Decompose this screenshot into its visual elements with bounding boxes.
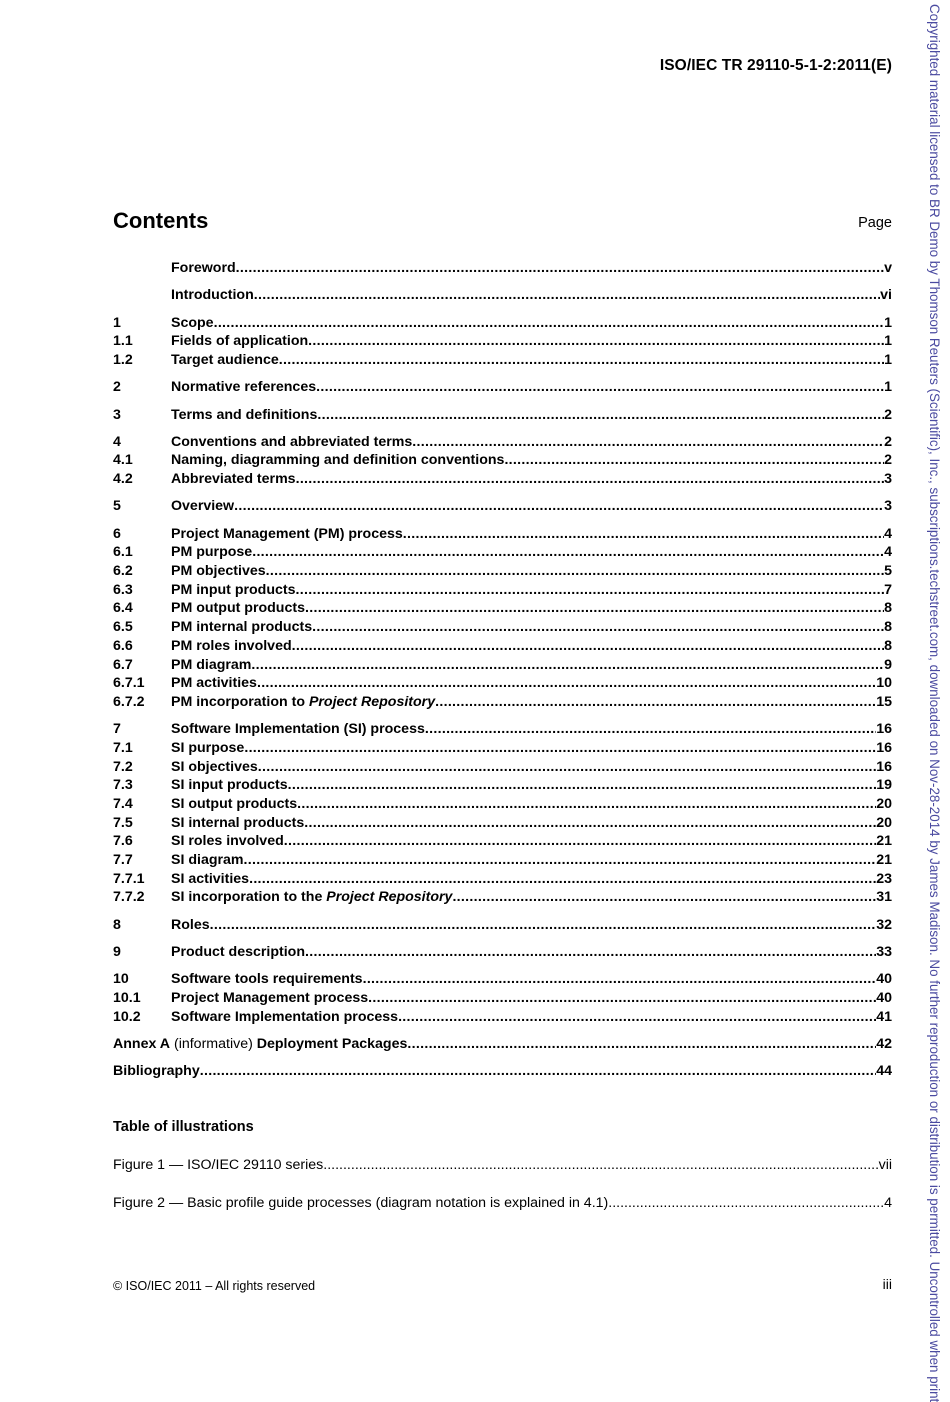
toc-entry-title <box>171 562 266 581</box>
contents-title: Contents <box>113 208 209 233</box>
leader-dots <box>296 470 885 489</box>
toc-entry-number: 2 <box>113 379 121 396</box>
toc-entry-title <box>171 739 244 758</box>
toc-entry-title-text: Roles <box>171 916 210 933</box>
toc-entry[interactable] <box>113 406 892 425</box>
toc-entry-title-text: Software tools requirements <box>171 971 363 988</box>
leader-dots <box>297 795 876 814</box>
toc-entry-page: 2 <box>884 452 892 469</box>
toc-entry-title <box>171 970 363 989</box>
toc-entry-title-text: Terms and definitions <box>171 406 318 423</box>
figure-title: Figure 1 — ISO/IEC 29110 series <box>113 1157 324 1173</box>
toc-entry-title <box>171 259 236 278</box>
leader-dots <box>249 870 876 889</box>
toc-entry[interactable] <box>113 433 892 452</box>
toc-entry-title-text: SI diagram <box>171 852 244 868</box>
toc-entry-title <box>171 525 403 544</box>
toc-entry-number: 6.3 <box>113 581 133 598</box>
toc-entry-page: 7 <box>884 581 892 598</box>
toc-entry-page: 8 <box>884 637 892 654</box>
figure-title: Figure 2 — Basic profile guide processes (diagram notation is explained in 4.1) <box>113 1195 609 1211</box>
toc-entry-title-text: PM purpose <box>171 544 253 561</box>
toc-entry[interactable] <box>113 693 892 712</box>
toc-entry-title <box>171 378 316 397</box>
toc-entry[interactable] <box>113 451 892 470</box>
toc-entry-number: 6.7.1 <box>113 675 145 692</box>
toc-entry-number: 1.2 <box>113 351 133 368</box>
toc-entry[interactable] <box>113 674 892 693</box>
toc-entry-title-text: PM diagram <box>171 656 252 673</box>
toc-entry-title-text: SI input products <box>171 777 288 794</box>
toc-entry-title-text: Introduction <box>171 287 254 304</box>
toc-entry-title-text: PM input products <box>171 581 296 598</box>
toc-entry-title <box>171 693 435 712</box>
leader-dots <box>234 497 884 516</box>
toc-entry[interactable] <box>113 351 892 370</box>
toc-entry-title <box>171 314 214 333</box>
toc-entry[interactable] <box>113 314 892 333</box>
leader-dots <box>412 433 884 452</box>
toc-entry-page: 10 <box>876 675 892 692</box>
toc-entry-title <box>171 814 304 833</box>
toc-entry-number: 10.1 <box>113 989 141 1006</box>
toc-entry-page: 3 <box>884 471 892 488</box>
toc-entry-title <box>171 795 297 814</box>
leader-dots <box>200 1062 877 1081</box>
leader-dots <box>244 851 877 870</box>
toc-entry-title <box>171 832 284 851</box>
leader-dots <box>363 970 877 989</box>
toc-entry[interactable] <box>113 637 892 656</box>
leader-dots <box>452 888 876 907</box>
toc-entry[interactable] <box>113 286 892 305</box>
leader-dots <box>425 720 876 739</box>
toc-entry-title <box>171 451 504 470</box>
toc-entry-title <box>171 656 251 675</box>
toc-entry-number: 6.7 <box>113 656 133 673</box>
leader-dots <box>236 259 884 278</box>
toc-entry-title-text: SI output products <box>171 795 298 812</box>
toc-entry[interactable] <box>113 970 892 989</box>
toc-entry-title-italic: Project Repository <box>308 693 436 710</box>
toc-entry-title-text: Fields of application <box>171 333 309 350</box>
toc-entry-number: 7.7.1 <box>113 870 145 887</box>
leader-dots <box>435 693 876 712</box>
toc-entry-title <box>171 851 244 870</box>
toc-entry-annex[interactable] <box>113 1035 892 1054</box>
toc-entry[interactable] <box>113 795 892 814</box>
leader-dots <box>403 525 884 544</box>
toc-entry-title-text: Product description <box>171 943 306 960</box>
toc-entry-page: 8 <box>884 619 892 636</box>
leader-dots <box>210 916 877 935</box>
toc-entry-title-text: PM activities <box>171 675 257 692</box>
toc-entry[interactable] <box>113 332 892 351</box>
toc-entry[interactable] <box>113 562 892 581</box>
toc-entry[interactable] <box>113 776 892 795</box>
toc-entry-page: 2 <box>884 433 892 450</box>
leader-dots <box>254 286 880 305</box>
toc-entry-number: 6.5 <box>113 619 133 636</box>
toc-entry-title-text: Naming, diagramming and definition conventions <box>171 452 505 469</box>
toc-entry-page: 16 <box>876 721 892 738</box>
leader-dots <box>214 314 885 333</box>
leader-dots <box>292 637 884 656</box>
toc-entry-title-text: Abbreviated terms <box>171 471 296 488</box>
leader-dots <box>244 739 876 758</box>
toc-entry-number: 6 <box>113 525 121 542</box>
toc-entry-title-text: Overview <box>171 498 235 515</box>
leader-dots <box>308 332 884 351</box>
leader-dots <box>258 758 876 777</box>
copyright-watermark: Copyrighted material licensed to BR Demo by Thomson Reuters (Scientific), Inc., subscriptions.techstreet.com, downloaded on Nov-28-2014 by James Madison. No further reproduction or distribution is permitted. Uncontrolled when print <box>927 4 942 1402</box>
leader-dots <box>257 674 876 693</box>
toc-entry[interactable] <box>113 832 892 851</box>
figure-entry[interactable] <box>113 1157 892 1173</box>
toc-entry-page: 16 <box>876 739 892 756</box>
toc-entry-title <box>171 618 312 637</box>
toc-entry-page: 20 <box>876 795 892 812</box>
leader-dots <box>398 1008 876 1027</box>
toc-entry-number: 4.1 <box>113 452 133 469</box>
copyright-footer: © ISO/IEC 2011 – All rights reserved <box>113 1279 316 1293</box>
toc-entry-page: 1 <box>884 379 892 396</box>
toc-entry[interactable] <box>113 720 892 739</box>
toc-entry-page: v <box>884 260 892 276</box>
toc-entry-title <box>171 989 368 1008</box>
toc-entry[interactable] <box>113 888 892 907</box>
toc-entry-title <box>171 433 412 452</box>
toc-entry-title <box>171 286 254 305</box>
toc-entry-number: 5 <box>113 498 121 515</box>
toc-entry-title-text: SI internal products <box>171 814 305 831</box>
toc-entry-page: 21 <box>876 852 892 868</box>
leader-dots <box>317 406 884 425</box>
toc-entry-number: 4 <box>113 433 121 450</box>
toc-entry-number: 7.2 <box>113 758 133 775</box>
toc-entry-number: 9 <box>113 943 121 960</box>
toc-entry-title <box>171 1008 398 1027</box>
toc-entry[interactable] <box>113 989 892 1008</box>
page-number: iii <box>882 1276 892 1292</box>
toc-entry-number: 7.4 <box>113 795 133 812</box>
toc-entry-title <box>171 720 425 739</box>
toc-entry-title-text: SI purpose <box>171 739 245 756</box>
leader-dots <box>305 599 884 618</box>
toc-entry-title-text: PM roles involved <box>171 637 292 654</box>
page-column-label: Page <box>858 215 892 231</box>
toc-entry-number: 1 <box>113 314 121 331</box>
toc-entry-title <box>171 406 317 425</box>
toc-entry-number: 4.2 <box>113 471 133 488</box>
toc-entry-title <box>171 888 452 907</box>
toc-entry-number: 6.7.2 <box>113 693 145 710</box>
toc-entry-page: 5 <box>884 563 892 580</box>
figure-page: 4 <box>884 1195 892 1211</box>
toc-entry-title <box>171 916 210 935</box>
toc-entry-title-text: PM internal products <box>171 619 313 636</box>
toc-entry[interactable] <box>113 599 892 618</box>
table-of-illustrations-heading: Table of illustrations <box>113 1119 254 1135</box>
toc-entry-page: 31 <box>876 889 892 906</box>
leader-dots <box>316 378 884 397</box>
toc-entry-title <box>171 758 258 777</box>
toc-entry[interactable] <box>113 814 892 833</box>
document-id-header: ISO/IEC TR 29110-5-1-2:2011(E) <box>659 57 892 74</box>
toc-entry-title <box>171 637 292 656</box>
toc-entry-page: 19 <box>876 777 892 794</box>
toc-entry-number: 10.2 <box>113 1008 141 1025</box>
toc-entry-title <box>171 470 296 489</box>
toc-entry-page: 1 <box>884 333 892 350</box>
toc-entry-title-text: Normative references <box>171 379 317 396</box>
toc-entry-number: 7 <box>113 721 121 738</box>
toc-entry[interactable] <box>113 525 892 544</box>
toc-entry-number: 1.1 <box>113 333 133 350</box>
toc-entry-page: 40 <box>876 971 892 988</box>
toc-entry-title-text: SI activities <box>171 870 250 887</box>
toc-entry[interactable] <box>113 470 892 489</box>
toc-entry-title <box>171 581 296 600</box>
annex-informative: (informative) <box>170 1035 257 1052</box>
toc-entry-page: 16 <box>876 758 892 775</box>
leader-dots <box>323 1157 878 1173</box>
toc-entry-title-text: Target audience <box>171 351 279 368</box>
toc-entry-number: 7.1 <box>113 739 133 756</box>
toc-entry-title-text: Software Implementation process <box>171 1008 399 1025</box>
toc-entry[interactable] <box>113 618 892 637</box>
toc-entry-number: 7.5 <box>113 814 133 831</box>
toc-entry-title <box>171 943 305 962</box>
toc-entry-page: 40 <box>876 989 892 1006</box>
figure-entry[interactable] <box>113 1195 892 1211</box>
toc-entry-page: 32 <box>876 916 892 933</box>
toc-entry-title: Bibliography <box>113 1063 200 1080</box>
table-of-contents <box>113 259 892 1081</box>
toc-entry-number: 3 <box>113 406 121 423</box>
leader-dots <box>296 581 885 600</box>
toc-entry-title-italic: Project Repository <box>326 889 453 906</box>
toc-entry-number: 7.6 <box>113 833 133 850</box>
toc-entry-number: 6.2 <box>113 563 133 580</box>
toc-entry[interactable] <box>113 378 892 397</box>
toc-entry-page: 9 <box>884 656 892 673</box>
toc-entry-title-text: Scope <box>171 314 214 331</box>
toc-entry[interactable] <box>113 497 892 516</box>
toc-entry-page: 44 <box>876 1063 892 1080</box>
toc-entry[interactable] <box>113 581 892 600</box>
toc-entry[interactable] <box>113 739 892 758</box>
leader-dots <box>251 656 884 675</box>
toc-entry-title-text: Conventions and abbreviated terms <box>171 433 413 450</box>
toc-entry-title-text: SI incorporation to the <box>171 889 327 906</box>
toc-entry-title <box>171 674 257 693</box>
toc-entry-title <box>171 776 288 795</box>
toc-entry-title-text: PM output products <box>171 600 305 617</box>
toc-entry-number: 8 <box>113 916 121 933</box>
toc-entry-page: 20 <box>876 814 892 831</box>
toc-entry-page: 15 <box>876 693 892 710</box>
toc-entry[interactable] <box>113 870 892 889</box>
toc-entry[interactable] <box>113 851 892 870</box>
toc-entry-title <box>171 543 252 562</box>
toc-entry-bibliography[interactable] <box>113 1062 892 1081</box>
toc-entry-page: 8 <box>884 600 892 617</box>
leader-dots <box>305 943 876 962</box>
toc-entry-number: 10 <box>113 971 129 988</box>
toc-entry-number: 6.4 <box>113 600 133 617</box>
leader-dots <box>284 832 876 851</box>
toc-entry[interactable] <box>113 916 892 935</box>
leader-dots <box>608 1195 884 1211</box>
toc-entry-title-text: SI roles involved <box>171 833 284 850</box>
toc-entry-page: 33 <box>876 943 892 960</box>
toc-entry-number: 6.6 <box>113 637 133 654</box>
toc-entry-title-text: Project Management process <box>171 989 369 1006</box>
toc-entry[interactable] <box>113 943 892 962</box>
toc-entry-title-text: Foreword <box>171 260 236 276</box>
toc-entry-page: 42 <box>876 1035 892 1052</box>
toc-entry-title <box>113 1035 407 1054</box>
toc-entry-page: 23 <box>876 870 892 887</box>
toc-entry-page: 41 <box>876 1008 892 1025</box>
toc-entry-title <box>171 351 279 370</box>
toc-entry-title-text: PM incorporation to <box>171 693 309 710</box>
toc-entry[interactable] <box>113 259 892 278</box>
toc-entry-title <box>171 599 305 618</box>
toc-entry-number: 7.3 <box>113 777 133 794</box>
leader-dots <box>504 451 884 470</box>
toc-entry-page: 1 <box>884 351 892 368</box>
toc-entry-title-text: Software Implementation (SI) process <box>171 721 425 738</box>
toc-entry[interactable] <box>113 543 892 562</box>
toc-entry-page: 3 <box>884 498 892 515</box>
toc-entry-page: 1 <box>884 314 892 331</box>
figure-page: vii <box>878 1157 892 1173</box>
toc-entry[interactable] <box>113 758 892 777</box>
toc-entry-number: 6.1 <box>113 544 133 561</box>
toc-entry-title <box>171 332 308 351</box>
annex-title: Deployment Packages <box>256 1035 408 1052</box>
annex-label: Annex A <box>113 1035 171 1052</box>
toc-entry-page: 4 <box>884 525 892 542</box>
leader-dots <box>288 776 877 795</box>
leader-dots <box>407 1035 876 1054</box>
toc-entry-page: 2 <box>884 406 892 423</box>
leader-dots <box>266 562 884 581</box>
leader-dots <box>279 351 884 370</box>
leader-dots <box>312 618 884 637</box>
leader-dots <box>252 543 884 562</box>
toc-entry-title <box>171 870 249 889</box>
toc-entry-title-text: SI objectives <box>171 758 258 775</box>
toc-entry-page: vi <box>880 287 892 304</box>
toc-entry-page: 21 <box>876 833 892 850</box>
toc-entry-page: 4 <box>884 544 892 561</box>
toc-entry[interactable] <box>113 656 892 675</box>
leader-dots <box>304 814 876 833</box>
toc-entry-number: 7.7.2 <box>113 889 145 906</box>
toc-entry[interactable] <box>113 1008 892 1027</box>
toc-entry-number: 7.7 <box>113 852 133 868</box>
leader-dots <box>368 989 876 1008</box>
toc-entry-title <box>171 497 234 516</box>
toc-entry-title-text: PM objectives <box>171 563 266 580</box>
toc-entry-title-text: Project Management (PM) process <box>171 525 403 542</box>
